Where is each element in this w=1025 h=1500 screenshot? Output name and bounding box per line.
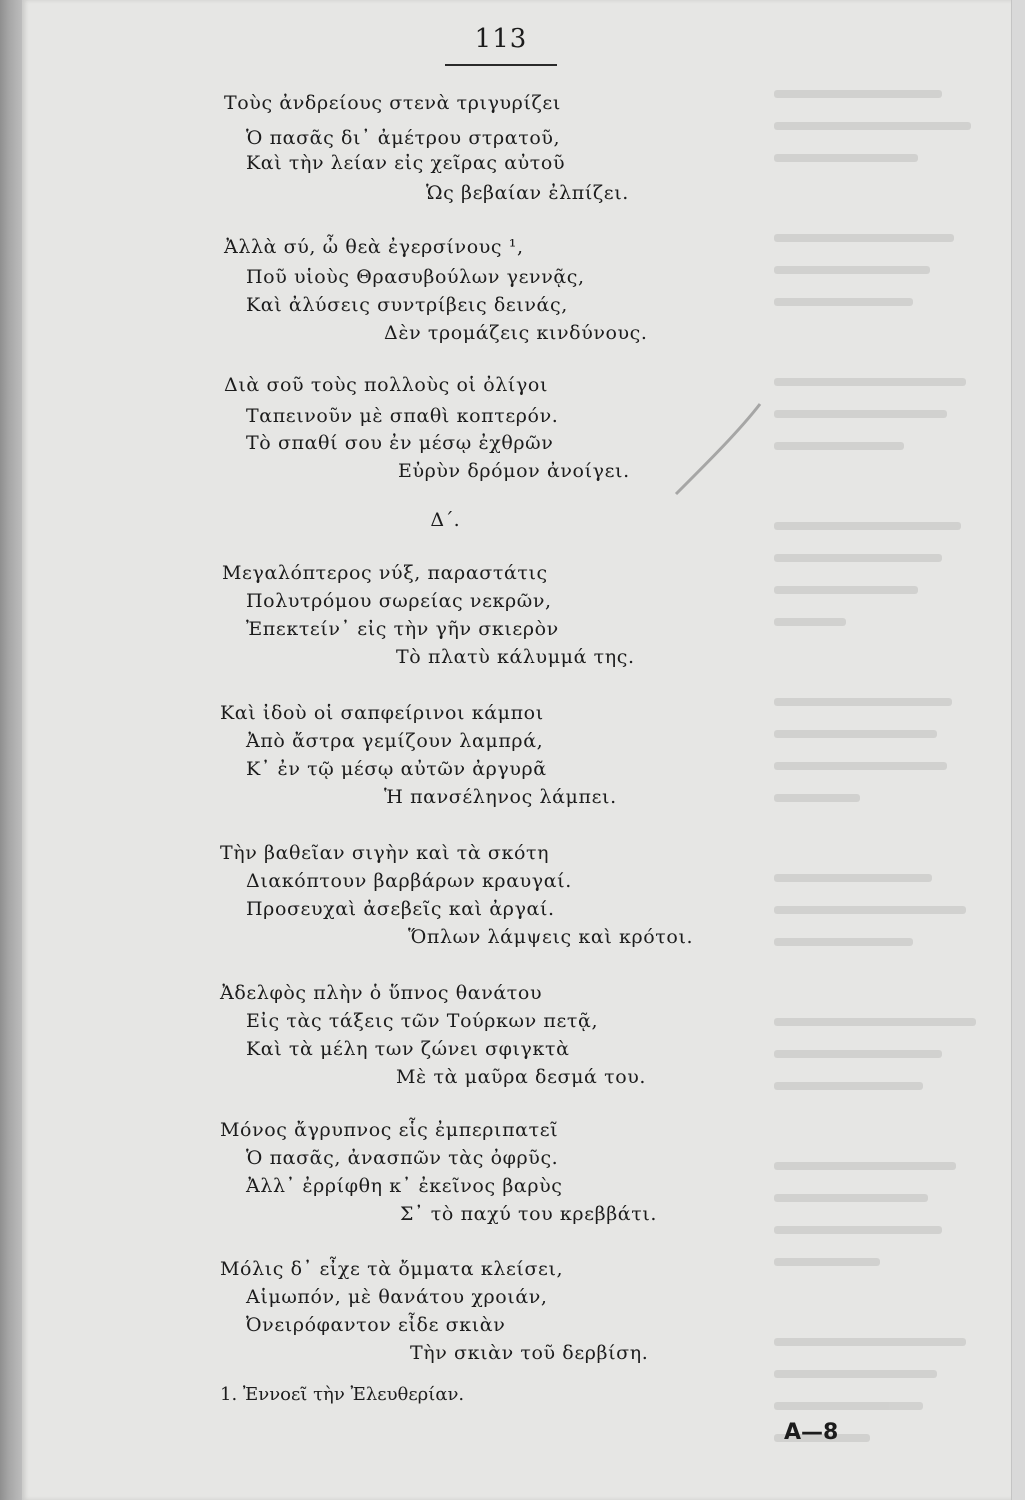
verse-line: Σ᾽ τὸ παχύ του κρεββάτι. — [400, 1203, 658, 1225]
verse-line: Ταπεινοῦν μὲ σπαθὶ κοπτερόν. — [246, 405, 559, 427]
verse-line: Ποῦ υἱοὺς Θρασυβούλων γεννᾷς, — [246, 266, 585, 288]
verse-line: Ὁ πασᾶς, ἀνασπῶν τὰς ὀφρῦς. — [246, 1147, 559, 1169]
verse-line: Μόνος ἄγρυπνος εἷς ἐμπεριπατεῖ — [220, 1119, 559, 1141]
verse-line: Τοὺς ἀνδρείους στενὰ τριγυρίζει — [224, 92, 561, 114]
verse-line: Ἐπεκτείν᾽ εἰς τὴν γῆν σκιερὸν — [246, 618, 559, 640]
verse-line: Τὴν βαθεῖαν σιγὴν καὶ τὰ σκότη — [220, 842, 550, 864]
verse-line: Ἀπὸ ἄστρα γεμίζουν λαμπρά, — [246, 730, 544, 752]
verse-line: Ἀδελφὸς πλὴν ὁ ὕπνος θανάτου — [220, 982, 543, 1004]
verse-line: Μὲ τὰ μαῦρα δεσμά του. — [396, 1066, 647, 1088]
verse-line: Μόλις δ᾽ εἶχε τὰ ὄμματα κλείσει, — [220, 1258, 564, 1280]
verse-line: Ὡς βεβαίαν ἐλπίζει. — [426, 182, 629, 204]
verse-line: Διακόπτουν βαρβάρων κραυγαί. — [246, 870, 572, 892]
verse-line: Καὶ ἀλύσεις συντρίβεις δεινάς, — [246, 294, 568, 316]
verse-line: Κ᾽ ἐν τῷ μέσῳ αὐτῶν ἀργυρᾶ — [246, 758, 547, 780]
verse-line: Εὐρὺν δρόμον ἀνοίγει. — [398, 460, 630, 482]
page-number: 113 — [474, 24, 528, 54]
verse-line: Τὴν σκιὰν τοῦ δερβίση. — [410, 1342, 649, 1364]
verse-line: Ἡ πανσέληνος λάμπει. — [384, 786, 617, 808]
verse-line: Καὶ τὰ μέλη των ζώνει σφιγκτὰ — [246, 1038, 570, 1060]
verse-line: Τὸ σπαθί σου ἐν μέσῳ ἐχθρῶν — [246, 432, 554, 454]
book-gutter — [0, 0, 22, 1500]
printer-signature-mark: A—8 — [784, 1420, 839, 1445]
verse-line: Δὲν τρομάζεις κινδύνους. — [384, 322, 648, 344]
show-through-text — [774, 90, 1014, 1410]
verse-line: Μεγαλόπτερος νύξ, παραστάτις — [222, 562, 548, 584]
footnote: 1. Ἐννοεῖ τὴν Ἐλευθερίαν. — [220, 1384, 465, 1405]
verse-line: Καὶ τὴν λείαν εἰς χεῖρας αὐτοῦ — [246, 152, 566, 174]
verse-line: Διὰ σοῦ τοὺς πολλοὺς οἱ ὀλίγοι — [224, 374, 549, 396]
verse-line: Καὶ ἰδοὺ οἱ σαπφείρινοι κάμποι — [220, 702, 544, 724]
verse-line: Αἱμωπόν, μὲ θανάτου χροιάν, — [246, 1286, 548, 1308]
verse-line: Ὁ πασᾶς δι᾽ ἀμέτρου στρατοῦ, — [246, 127, 561, 149]
verse-line: Ὅπλων λάμψεις καὶ κρότοι. — [408, 926, 694, 948]
page-number-rule — [445, 64, 557, 66]
page-edge-right — [1011, 0, 1025, 1500]
verse-line: Προσευχαὶ ἀσεβεῖς καὶ ἀργαί. — [246, 898, 555, 920]
pencil-stroke-mark — [670, 400, 766, 500]
verse-line: Ὀνειρόφαντον εἶδε σκιὰν — [246, 1314, 506, 1336]
verse-line: Εἰς τὰς τάξεις τῶν Τούρκων πετᾷ, — [246, 1010, 599, 1032]
verse-line: Ἀλλ᾽ ἐρρίφθη κ᾽ ἐκεῖνος βαρὺς — [246, 1175, 563, 1197]
verse-line: Τὸ πλατὺ κάλυμμά της. — [396, 646, 635, 668]
section-heading: Δ΄. — [430, 509, 460, 531]
verse-line: Ἀλλὰ σύ, ὦ θεὰ ἐγερσίνους ¹, — [224, 236, 524, 258]
verse-line: Πολυτρόμου σωρείας νεκρῶν, — [246, 590, 552, 612]
